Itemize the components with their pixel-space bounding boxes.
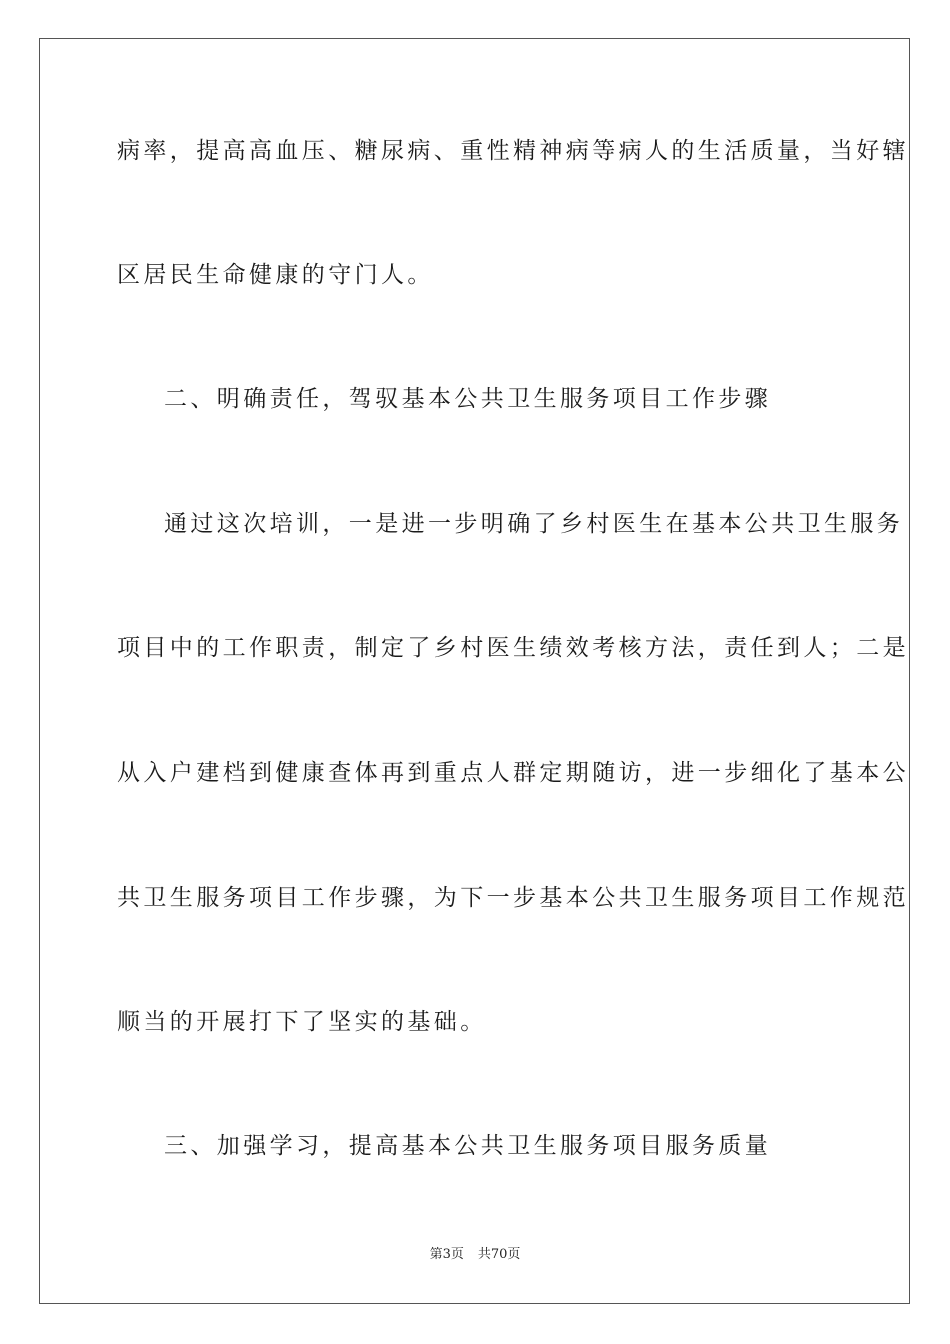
section-heading: 三、加强学习，提高基本公共卫生服务项目服务质量: [164, 1133, 772, 1159]
page-footer: [0, 1246, 950, 1264]
page-total: 共70页: [477, 1247, 521, 1262]
paragraph-line: 从入户建档到健康查体再到重点人群定期随访，进一步细化了基本公: [117, 760, 909, 786]
paragraph-line: 顺当的开展打下了坚实的基础。: [117, 1009, 487, 1035]
paragraph-line: 共卫生服务项目工作步骤，为下一步基本公共卫生服务项目工作规范: [117, 885, 909, 911]
paragraph-line: 项目中的工作职责，制定了乡村医生绩效考核方法，责任到人；二是: [117, 635, 909, 661]
paragraph-line: 通过这次培训，一是进一步明确了乡村医生在基本公共卫生服务: [164, 511, 904, 537]
page-number: 第3页: [429, 1247, 464, 1262]
page-frame: [39, 38, 910, 1304]
paragraph-line: 区居民生命健康的守门人。: [117, 262, 434, 288]
paragraph-line: 病率，提高高血压、糖尿病、重性精神病等病人的生活质量，当好辖: [117, 138, 909, 164]
section-heading: 二、明确责任，驾驭基本公共卫生服务项目工作步骤: [164, 386, 772, 412]
